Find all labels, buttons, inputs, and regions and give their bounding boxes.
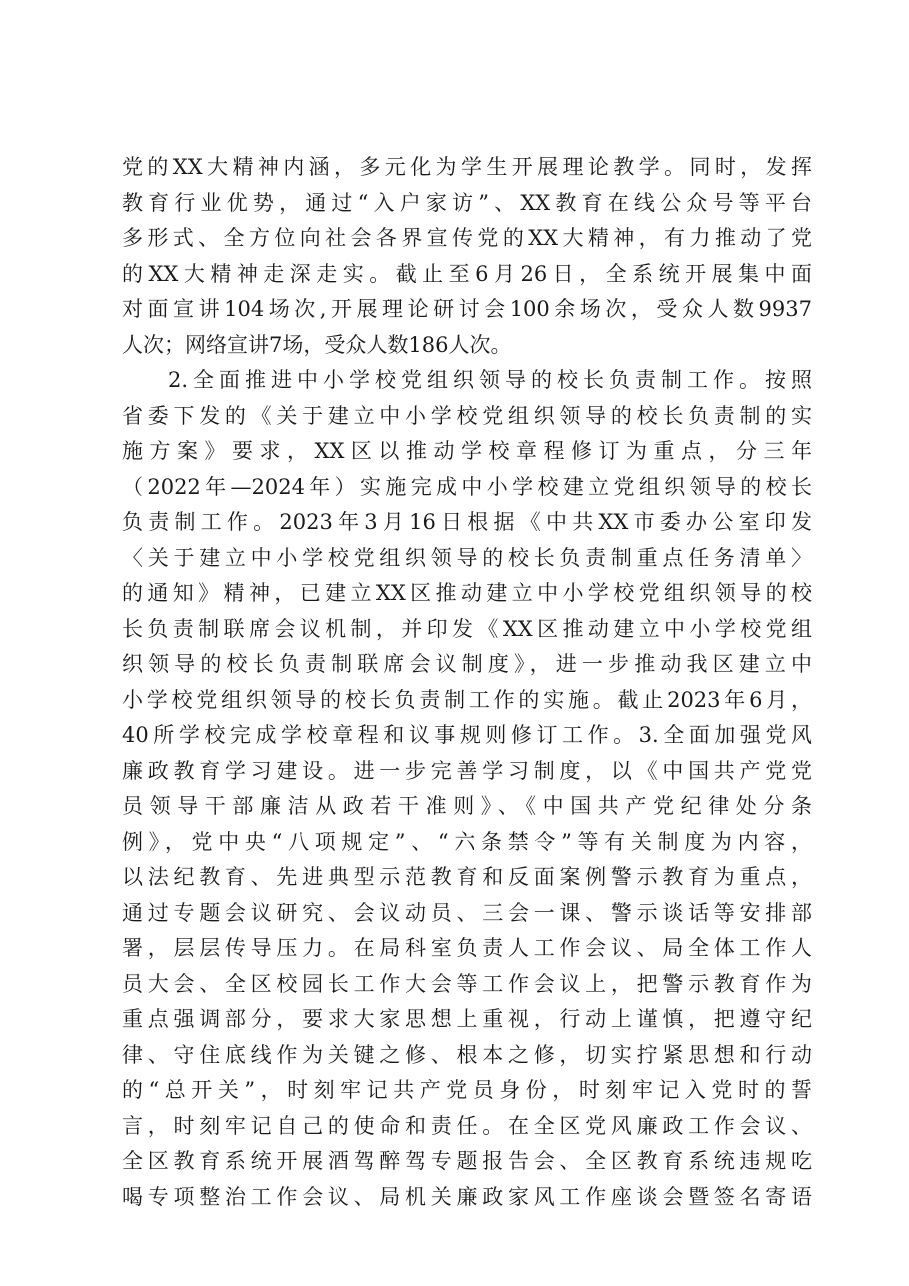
text-line: 言，时刻牢记自己的使命和责任。在全区党风廉政工作会议、 (122, 1113, 812, 1138)
text-line: 〈关于建立中小学校党组织领导的校长负责制重点任务清单〉 (122, 545, 812, 570)
text-line: 人次；网络宣讲7场，受众人数186人次。 (122, 332, 512, 357)
text-line: 廉政教育学习建设。进一步完善学习制度，以《中国共产党党 (122, 758, 812, 783)
text-line: 喝专项整治工作会议、局机关廉政家风工作座谈会暨签名寄语 (122, 1184, 812, 1209)
text-line: 织领导的校长负责制联席会议制度》，进一步推动我区建立中 (122, 652, 812, 676)
text-line: 多形式、全方位向社会各界宣传党的XX大精神，有力推动了党 (122, 226, 812, 250)
text-line: 以法纪教育、先进典型示范教育和反面案例警示教育为重点， (122, 865, 812, 889)
text-line: 施方案》要求，XX区以推动学校章程修订为重点，分三年 (122, 439, 812, 463)
text-line: 员领导干部廉洁从政若干准则》、《中国共产党纪律处分条 (122, 794, 812, 818)
text-line: 通过专题会议研究、会议动员、三会一课、警示谈话等安排部 (122, 900, 812, 925)
text-line: 的“总开关”，时刻牢记共产党员身份，时刻牢记入党时的誓 (122, 1078, 812, 1102)
text-line: 的通知》精神，已建立XX区推动建立中小学校党组织领导的校 (122, 581, 812, 605)
text-line: （2022年—2024年）实施完成中小学校建立党组织领导的校长 (122, 474, 812, 499)
text-line: 员大会、全区校园长工作大会等工作会议上，把警示教育作为 (122, 971, 812, 996)
text-line: 署，层层传导压力。在局科室负责人工作会议、局全体工作人 (122, 936, 812, 960)
text-line: 40所学校完成学校章程和议事规则修订工作。3.全面加强党风 (122, 723, 812, 747)
text-line: 全区教育系统开展酒驾醉驾专题报告会、全区教育系统违规吃 (122, 1149, 812, 1173)
paragraph-start-line: 2.全面推进中小学校党组织领导的校长负责制工作。按照 (168, 368, 812, 392)
text-line: 律、守住底线作为关键之修、根本之修，切实拧紧思想和行动 (122, 1042, 812, 1067)
body-text (122, 150, 812, 1215)
text-line: 小学校党组织领导的校长负责制工作的实施。截止2023年6月， (122, 687, 812, 712)
text-line: 省委下发的《关于建立中小学校党组织领导的校长负责制的实 (122, 403, 812, 428)
text-line: 对面宣讲104场次,开展理论研讨会100余场次，受众人数9937 (122, 297, 812, 321)
text-line: 重点强调部分，要求大家思想上重视，行动上谨慎，把遵守纪 (122, 1007, 812, 1031)
text-line: 例》，党中央“八项规定”、“六条禁令”等有关制度为内容， (122, 829, 812, 854)
text-line: 党的XX大精神内涵，多元化为学生开展理论教学。同时，发挥 (122, 155, 812, 179)
text-line: 负责制工作。2023年3月16日根据《中共XX市委办公室印发 (122, 510, 812, 534)
text-line: 长负责制联席会议机制，并印发《XX区推动建立中小学校党组 (122, 616, 812, 641)
text-line: 教育行业优势，通过“入户家访”、XX教育在线公众号等平台 (122, 190, 812, 215)
text-line: 的XX大精神走深走实。截止至6月26日，全系统开展集中面 (122, 261, 812, 286)
